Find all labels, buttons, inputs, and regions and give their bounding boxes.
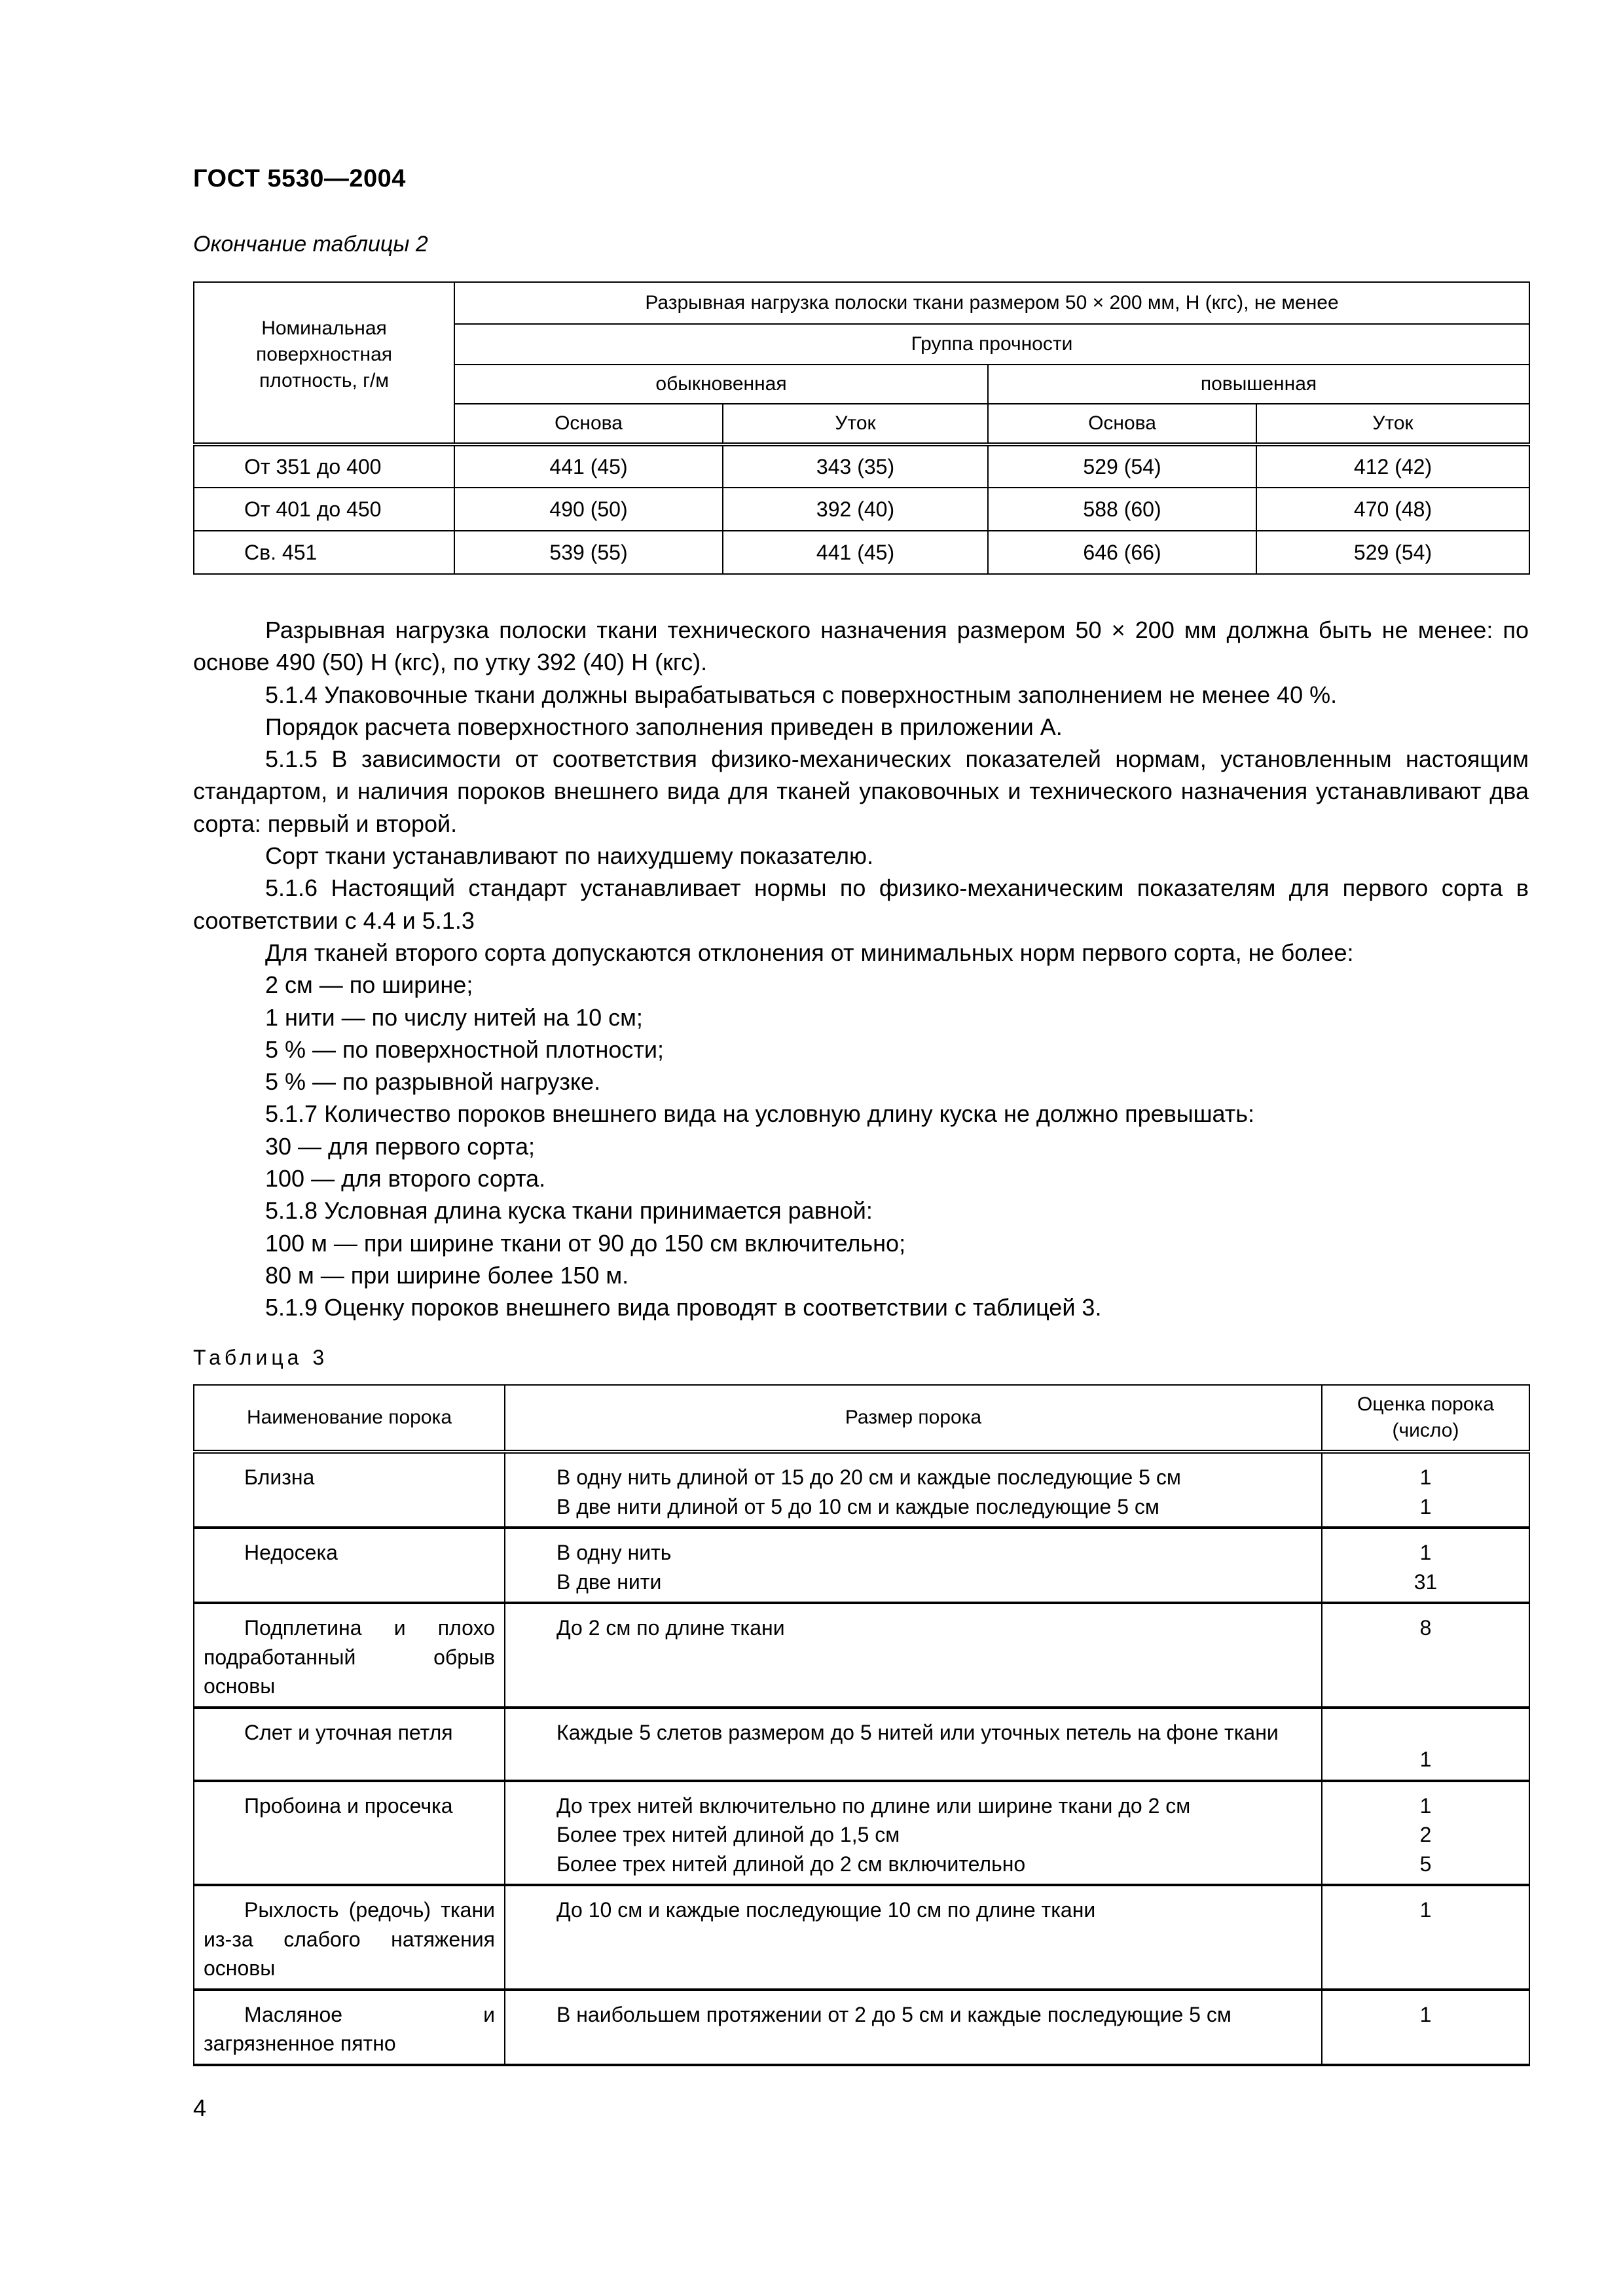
paragraph: Для тканей второго сорта допускаются отклонения от минимальных норм первого сорта, не более: xyxy=(265,939,1354,966)
header-defect-score: Оценка порока (число) xyxy=(1322,1385,1529,1452)
density-cell: Св. 451 xyxy=(194,531,454,574)
paragraph: Сорт ткани устанавливают по наихудшему показателю. xyxy=(265,842,873,870)
defect-name-cell xyxy=(194,1708,505,1781)
table-row xyxy=(194,488,1529,531)
defect-size-line: До трех нитей включительно по длине или ширине ткани до 2 см xyxy=(556,1793,1191,1818)
value-cell: 529 (54) xyxy=(1256,531,1529,574)
header-group-increased: повышенная xyxy=(988,365,1529,404)
page-number: 4 xyxy=(193,2094,207,2121)
table-row xyxy=(194,531,1529,574)
defect-name: Пробоина и просечка xyxy=(244,1793,453,1818)
list-item: 5 % — по разрывной нагрузке. xyxy=(265,1068,601,1096)
defect-name: Рыхлость (редочь) ткани из-за слабого натяжения основы xyxy=(204,1898,495,1980)
value-cell: 343 (35) xyxy=(723,444,988,488)
defect-score: 1 xyxy=(1419,1541,1432,1564)
defect-score-cell xyxy=(1322,1781,1529,1886)
table-row xyxy=(194,1452,1529,1528)
value-cell: 392 (40) xyxy=(723,488,988,531)
list-item: 1 нити — по числу нитей на 10 см; xyxy=(265,1003,643,1031)
table3-caption: Таблица 3 xyxy=(193,1346,329,1369)
table2-continuation-caption: Окончание таблицы 2 xyxy=(193,232,428,257)
defect-score: 8 xyxy=(1419,1616,1432,1640)
table-row xyxy=(194,1885,1529,1990)
density-cell: От 351 до 400 xyxy=(194,444,454,488)
defect-name-cell xyxy=(194,1990,505,2065)
stub-header-line: поверхностная xyxy=(255,344,393,365)
defect-score: 5 xyxy=(1419,1852,1432,1876)
paragraph: Разрывная нагрузка полоски ткани технического назначения размером 50 × 200 мм должна быть не менее: по основе 490 (50) Н (кгс), по утку 392 (40) Н (кгс). xyxy=(193,617,1529,676)
defect-score: 1 xyxy=(1419,1748,1432,1771)
defect-size-line: Более трех нитей длиной до 1,5 см xyxy=(556,1823,900,1846)
value-cell: 412 (42) xyxy=(1256,444,1529,488)
defect-name: Недосека xyxy=(244,1541,338,1564)
list-item: 100 м — при ширине ткани от 90 до 150 см включительно; xyxy=(265,1229,906,1257)
defect-size-line: В одну нить xyxy=(556,1541,672,1564)
list-item: 5 % — по поверхностной плотности; xyxy=(265,1035,664,1063)
header-group-ordinary: обыкновенная xyxy=(454,365,988,404)
defect-score-cell xyxy=(1322,1528,1529,1603)
paragraph-5-1-4: 5.1.4 Упаковочные ткани должны вырабатываться с поверхностным заполнением не менее 40 %. xyxy=(265,681,1338,708)
defect-size-line: Каждые 5 слетов размером до 5 нитей или уточных петель на фоне ткани xyxy=(556,1720,1279,1744)
header-breaking-load: Разрывная нагрузка полоски ткани размером 50 × 200 мм, Н (кгс), не менее xyxy=(454,282,1529,324)
defect-size-line: Более трех нитей длиной до 2 см включительно xyxy=(556,1852,1026,1876)
defect-size-line: В две нити длиной от 5 до 10 см и каждые последующие 5 см xyxy=(556,1494,1159,1518)
defect-score: 1 xyxy=(1419,1793,1432,1818)
table-row xyxy=(194,1603,1529,1708)
defect-name-cell xyxy=(194,1781,505,1886)
paragraph-5-1-6: 5.1.6 Настоящий стандарт устанавливает нормы по физико-механическим показателям для первого сорта в соответствии с 4.4 и 5.1.3 xyxy=(193,874,1529,934)
value-cell: 539 (55) xyxy=(454,531,723,574)
stub-header-density xyxy=(194,282,454,444)
defect-size-cell xyxy=(505,1781,1322,1886)
defect-size-line: В одну нить длиной от 15 до 20 см и каждые последующие 5 см xyxy=(556,1465,1181,1489)
defect-size-cell xyxy=(505,1708,1322,1781)
paragraph: Порядок расчета поверхностного заполнения приведен в приложении А. xyxy=(265,713,1063,740)
table-row xyxy=(194,444,1529,488)
defect-name: Масляное и загрязненное пятно xyxy=(204,2002,495,2055)
defect-score: 1 xyxy=(1419,1465,1432,1489)
header-defect-name: Наименование порока xyxy=(194,1385,505,1452)
defect-name: Близна xyxy=(244,1465,315,1489)
defect-name-cell xyxy=(194,1528,505,1603)
header-defect-size: Размер порока xyxy=(505,1385,1322,1452)
defect-size-line: До 10 см и каждые последующие 10 см по длине ткани xyxy=(556,1898,1096,1922)
defect-name: Слет и уточная петля xyxy=(244,1720,453,1744)
list-item: 100 — для второго сорта. xyxy=(265,1165,546,1193)
table-3-defects xyxy=(193,1384,1530,2066)
header-warp: Основа xyxy=(988,404,1256,444)
paragraph-5-1-5: 5.1.5 В зависимости от соответствия физико-механических показателей нормам, установленным настоящим стандартом, и наличия пороков внешнего вида для тканей упаковочных и технического назначения устанавливают два сорта: первый и второй. xyxy=(193,745,1529,837)
header-strength-group: Группа прочности xyxy=(454,324,1529,365)
value-cell: 588 (60) xyxy=(988,488,1256,531)
defect-name-cell xyxy=(194,1452,505,1528)
value-cell: 646 (66) xyxy=(988,531,1256,574)
defect-score-cell xyxy=(1322,1990,1529,2065)
table-row xyxy=(194,1528,1529,1603)
body-text xyxy=(193,614,1529,1324)
value-cell: 529 (54) xyxy=(988,444,1256,488)
list-item: 30 — для первого сорта; xyxy=(265,1132,535,1160)
density-cell: От 401 до 450 xyxy=(194,488,454,531)
value-cell: 441 (45) xyxy=(454,444,723,488)
defect-size-line: До 2 см по длине ткани xyxy=(556,1616,785,1640)
defect-size-line: В две нити xyxy=(556,1570,662,1594)
value-cell: 441 (45) xyxy=(723,531,988,574)
defect-size-cell xyxy=(505,1603,1322,1708)
defect-score: 1 xyxy=(1419,1898,1432,1922)
defect-size-cell xyxy=(505,1990,1322,2065)
table-row xyxy=(194,1781,1529,1886)
stub-header-line: Номинальная xyxy=(261,317,387,339)
defect-size-cell xyxy=(505,1528,1322,1603)
defect-size-line: В наибольшем протяжении от 2 до 5 см и каждые последующие 5 см xyxy=(556,2002,1231,2026)
list-item: 2 см — по ширине; xyxy=(265,971,473,999)
defect-score-cell xyxy=(1322,1708,1529,1781)
defect-score: 2 xyxy=(1419,1823,1432,1846)
document-title: ГОСТ 5530—2004 xyxy=(193,165,406,192)
header-weft: Уток xyxy=(723,404,988,444)
defect-score: 31 xyxy=(1413,1570,1438,1594)
table-2-breaking-load xyxy=(193,281,1530,575)
defect-score: 1 xyxy=(1419,1494,1432,1518)
defect-name-cell xyxy=(194,1603,505,1708)
defect-size-cell xyxy=(505,1885,1322,1990)
defect-score-cell xyxy=(1322,1452,1529,1528)
value-cell: 470 (48) xyxy=(1256,488,1529,531)
list-item: 80 м — при ширине более 150 м. xyxy=(265,1261,629,1289)
value-cell: 490 (50) xyxy=(454,488,723,531)
header-warp: Основа xyxy=(454,404,723,444)
defect-score: 1 xyxy=(1419,2002,1432,2026)
paragraph-5-1-7: 5.1.7 Количество пороков внешнего вида на условную длину куска не должно превышать: xyxy=(265,1100,1254,1128)
table-row xyxy=(194,1990,1529,2065)
defect-name-cell xyxy=(194,1885,505,1990)
defect-size-cell xyxy=(505,1452,1322,1528)
stub-header-line: плотность, г/м xyxy=(259,370,390,391)
header-weft: Уток xyxy=(1256,404,1529,444)
defect-score-cell xyxy=(1322,1603,1529,1708)
defect-score-cell xyxy=(1322,1885,1529,1990)
defect-name: Подплетина и плохо подработанный обрыв основы xyxy=(204,1616,495,1698)
paragraph-5-1-8: 5.1.8 Условная длина куска ткани принимается равной: xyxy=(265,1197,873,1225)
table-row xyxy=(194,1708,1529,1781)
paragraph-5-1-9: 5.1.9 Оценку пороков внешнего вида проводят в соответствии с таблицей 3. xyxy=(265,1294,1102,1321)
